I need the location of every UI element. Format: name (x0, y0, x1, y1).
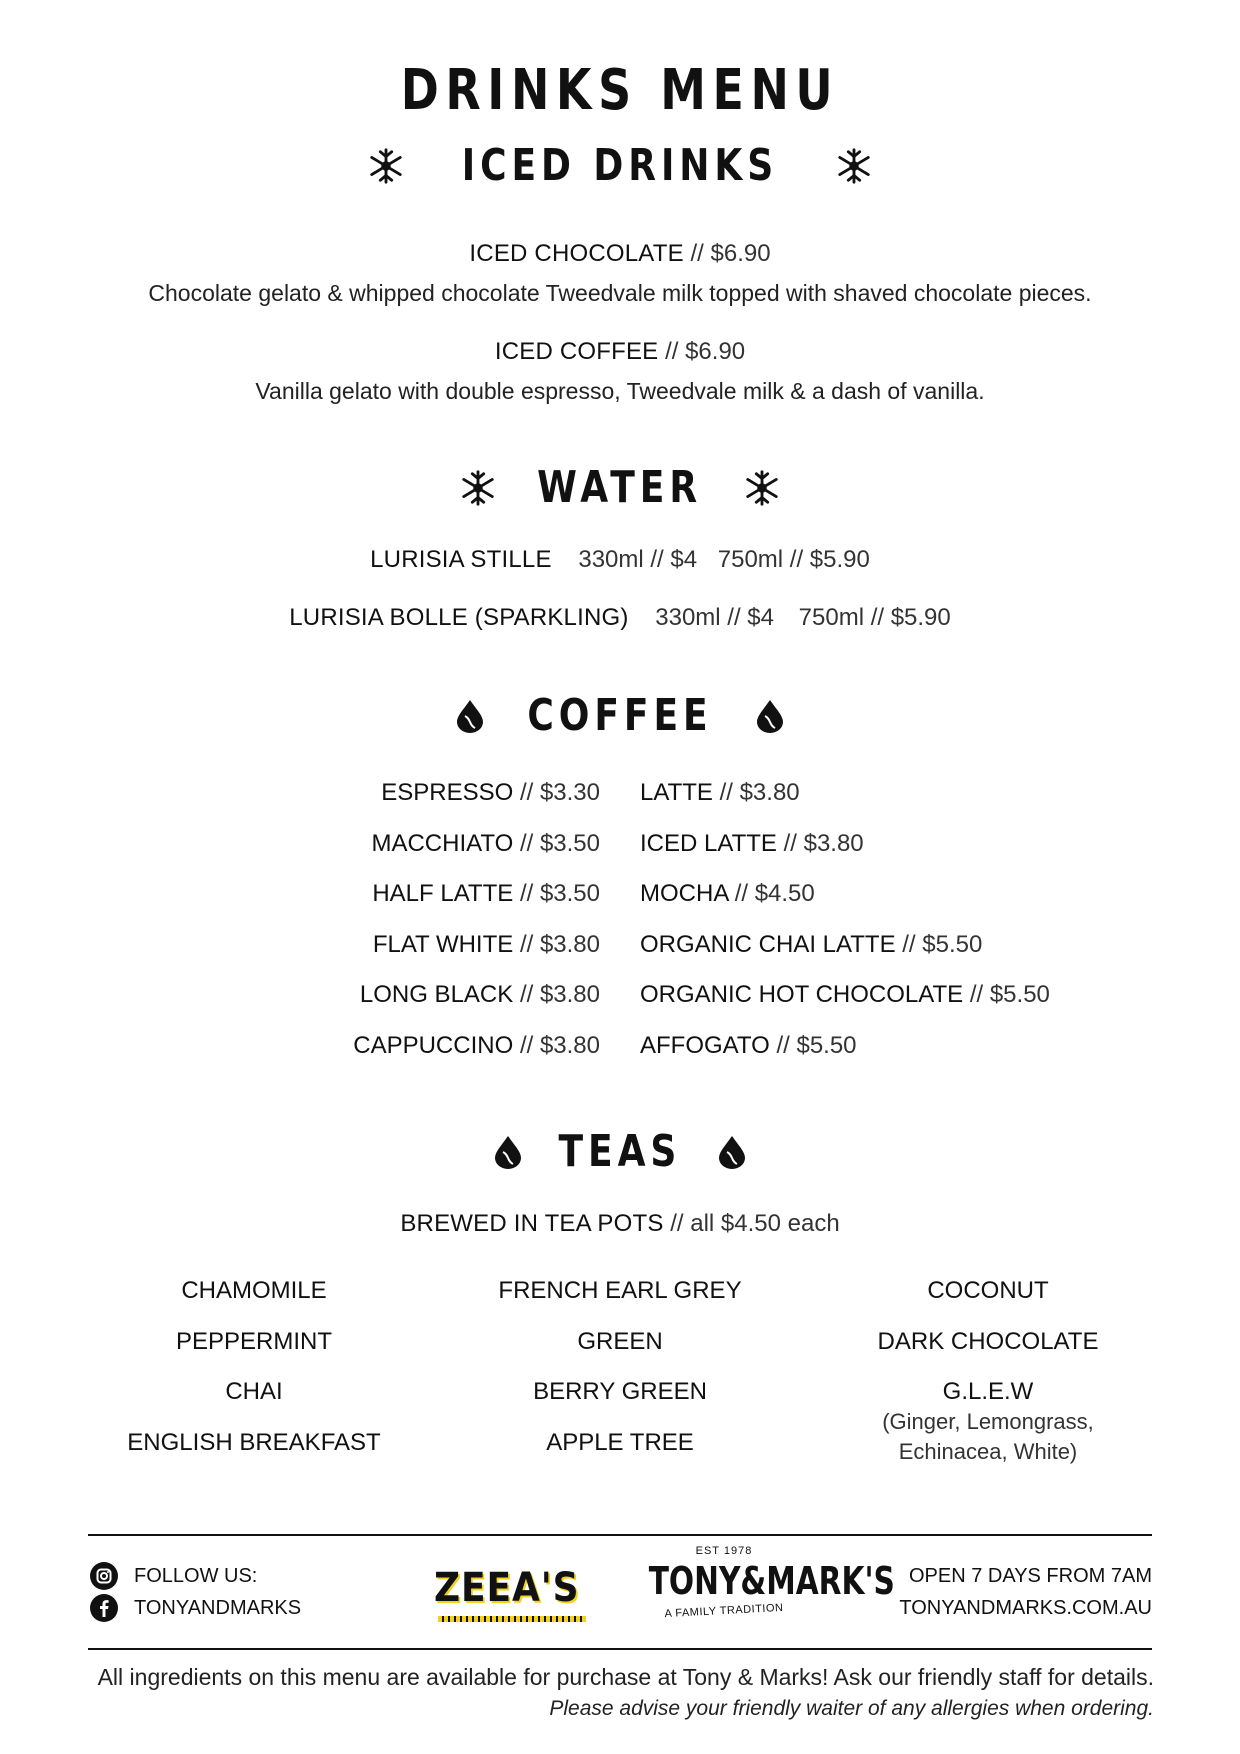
tea-item: FRENCH EARL GREY (498, 1277, 742, 1304)
item-price: // $3.80 (719, 779, 800, 806)
coffee-item (640, 778, 1100, 829)
tea-item: GREEN (577, 1327, 663, 1355)
tea-item: CHAMOMILE (181, 1277, 327, 1304)
item-price: // $3.80 (519, 981, 600, 1008)
item-price: // $5.50 (969, 981, 1050, 1008)
facebook-link[interactable] (90, 1592, 301, 1624)
instagram-link[interactable] (90, 1560, 301, 1592)
social-links (90, 1560, 301, 1624)
footer-divider (88, 1534, 1152, 1536)
item-price: $6.90 (685, 338, 746, 365)
facebook-icon (90, 1594, 118, 1622)
coffee-title: COFFEE (527, 690, 713, 741)
item-price: // $5.50 (776, 1031, 857, 1059)
instagram-icon (90, 1562, 118, 1590)
teas-heading (0, 1126, 1240, 1177)
logo-tagline: A FAMILY TRADITION (664, 1601, 784, 1621)
item-name: MOCHA (640, 880, 729, 907)
snowflake-icon (743, 469, 781, 507)
coffee-item (640, 879, 1100, 930)
tea-column-1 (54, 1276, 454, 1478)
opening-info (899, 1560, 1152, 1624)
item-name: LURISIA STILLE (370, 546, 552, 573)
item-price: // $3.50 (519, 880, 600, 907)
tea-item: APPLE TREE (546, 1428, 694, 1456)
zeeas-logo: ZEEA'S (434, 1565, 580, 1611)
website-link[interactable]: TONYANDMARKS.COM.AU (899, 1597, 1152, 1619)
tea-item: ENGLISH BREAKFAST (127, 1428, 381, 1456)
coffee-bean-drop-icon (493, 1134, 523, 1170)
item-name: LATTE (640, 779, 713, 806)
item-price-large: 750ml // $5.90 (717, 546, 870, 573)
coffee-item (640, 980, 1100, 1031)
coffee-item (640, 930, 1100, 981)
tea-column-3 (788, 1276, 1188, 1467)
item-name: ICED CHOCOLATE (469, 240, 684, 267)
item-name: LURISIA BOLLE (SPARKLING) (289, 604, 629, 631)
tea-item: PEPPERMINT (175, 1327, 333, 1355)
item-name: ESPRESSO (381, 779, 514, 806)
item-name: MACCHIATO (371, 829, 514, 857)
item-price: // $4.50 (734, 880, 815, 907)
snowflake-icon (835, 147, 873, 185)
allergy-notice: Please advise your friendly waiter of any allergies when ordering. (549, 1697, 1154, 1720)
social-handle: TONYANDMARKS (134, 1596, 302, 1619)
coffee-item (200, 930, 600, 981)
item-price: // $3.50 (519, 829, 600, 857)
item-price: // $3.80 (783, 829, 864, 857)
coffee-bean-drop-icon (717, 1134, 747, 1170)
item-name: ICED LATTE (640, 829, 777, 857)
teas-title: TEAS (558, 1126, 682, 1177)
menu-item (0, 240, 1240, 268)
item-separator: // (665, 338, 679, 365)
item-name: HALF LATTE (372, 880, 514, 907)
teas-subtitle (0, 1210, 1240, 1238)
coffee-item (640, 829, 1100, 880)
footer-divider-bottom (88, 1648, 1152, 1650)
tea-item: G.L.E.W (942, 1378, 1034, 1405)
coffee-bean-drop-icon (755, 698, 785, 734)
snowflake-icon (367, 147, 405, 185)
page-title: DRINKS MENU (400, 58, 840, 123)
disclaimer (98, 1664, 1154, 1721)
coffee-heading (0, 690, 1240, 741)
item-name: ORGANIC CHAI LATTE (640, 930, 896, 958)
iced-drinks-heading (0, 140, 1240, 191)
item-price: // $5.50 (902, 930, 983, 958)
snowflake-icon (459, 469, 497, 507)
coffee-column-left (200, 778, 600, 1081)
coffee-item (200, 778, 600, 829)
coffee-item (640, 1031, 1100, 1082)
item-name: CAPPUCCINO (353, 1031, 514, 1059)
disclaimer-text: All ingredients on this menu are available for purchase at Tony & Marks! Ask our friendly staff for details. (97, 1664, 1154, 1690)
teas-subtitle-name: BREWED IN TEA POTS (400, 1210, 664, 1237)
tea-note: (Ginger, Lemongrass, (882, 1409, 1094, 1434)
water-title: WATER (537, 462, 703, 513)
iced-drinks-title: ICED DRINKS (461, 140, 779, 191)
coffee-column-right (640, 778, 1100, 1081)
item-price: // $3.80 (519, 1031, 600, 1059)
opening-hours: OPEN 7 DAYS FROM 7AM (908, 1565, 1152, 1587)
coffee-item (200, 980, 600, 1031)
coffee-item (200, 1031, 600, 1082)
item-description: Vanilla gelato with double espresso, Tweedvale milk & a dash of vanilla. (255, 378, 985, 404)
zeeas-logo-underline (438, 1616, 586, 1622)
item-price: // $3.30 (519, 779, 600, 806)
tea-item: BERRY GREEN (533, 1378, 707, 1405)
logo-name: TONY&MARK'S (648, 1559, 895, 1603)
water-heading (0, 462, 1240, 513)
tea-column-2 (420, 1276, 820, 1478)
coffee-item (200, 879, 600, 930)
water-item (0, 604, 1240, 632)
coffee-bean-drop-icon (455, 698, 485, 734)
item-description: Chocolate gelato & whipped chocolate Tweedvale milk topped with shaved chocolate pieces. (148, 280, 1092, 306)
coffee-item (200, 829, 600, 880)
item-name: ORGANIC HOT CHOCOLATE (640, 981, 964, 1008)
item-name: AFFOGATO (640, 1031, 770, 1059)
tea-item: COCONUT (927, 1277, 1049, 1304)
logo-established: EST 1978 (695, 1545, 753, 1557)
item-price: $6.90 (710, 240, 771, 267)
follow-label: FOLLOW US: (134, 1564, 258, 1587)
tony-and-marks-logo (614, 1545, 895, 1621)
item-price-small: 330ml // $4 (655, 604, 774, 631)
item-name: FLAT WHITE (372, 930, 514, 958)
item-price-small: 330ml // $4 (578, 546, 698, 573)
item-name: ICED COFFEE (494, 338, 659, 365)
tea-item: DARK CHOCOLATE (877, 1327, 1099, 1355)
water-item (0, 546, 1240, 574)
teas-subtitle-price: // all $4.50 each (670, 1210, 840, 1237)
tea-item: CHAI (225, 1378, 283, 1405)
item-name: LONG BLACK (359, 981, 514, 1008)
item-separator: // (690, 240, 704, 267)
item-price: // $3.80 (519, 930, 600, 958)
menu-item (0, 338, 1240, 366)
tea-note: Echinacea, White) (898, 1439, 1078, 1464)
item-price-large: 750ml // $5.90 (798, 604, 951, 631)
